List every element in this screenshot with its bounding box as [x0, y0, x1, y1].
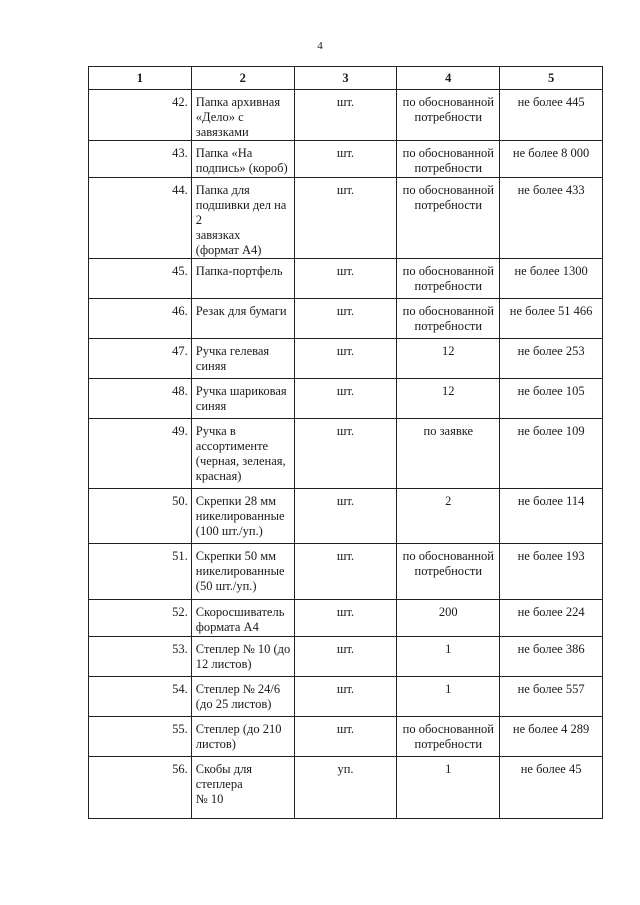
max-price-text: не более 433 [517, 183, 585, 197]
row-number-text: 55. [172, 722, 188, 736]
table-row [89, 379, 603, 419]
table-row [89, 637, 603, 677]
table-row [89, 419, 603, 489]
max-price [500, 339, 603, 379]
max-price [500, 90, 603, 141]
item-name [191, 178, 294, 259]
unit-text: шт. [336, 344, 355, 358]
item-name [191, 299, 294, 339]
max-price [500, 544, 603, 600]
row-number [89, 299, 192, 339]
max-price-text: не более 45 [520, 762, 582, 776]
max-price [500, 299, 603, 339]
row-number [89, 637, 192, 677]
table-row [89, 544, 603, 600]
row-number [89, 677, 192, 717]
row-number [89, 259, 192, 299]
quantity-text: 12 [442, 344, 455, 358]
row-number-text: 44. [172, 183, 188, 197]
row-number-text: 50. [172, 494, 188, 508]
row-number [89, 141, 192, 178]
column-header: 3 [294, 67, 397, 90]
quantity [397, 178, 500, 259]
max-price [500, 717, 603, 757]
column-header: 2 [191, 67, 294, 90]
max-price [500, 489, 603, 544]
unit-text: шт. [336, 549, 355, 563]
unit [294, 141, 397, 178]
item-name [191, 259, 294, 299]
quantity-text: 1 [445, 682, 452, 696]
item-name [191, 677, 294, 717]
unit-text: шт. [336, 424, 355, 438]
item-name [191, 637, 294, 677]
column-header: 5 [500, 67, 603, 90]
max-price [500, 259, 603, 299]
row-number-text: 49. [172, 424, 188, 438]
unit-text: шт. [336, 264, 355, 278]
max-price-text: не более 109 [517, 424, 585, 438]
unit [294, 419, 397, 489]
max-price-text: не более 114 [517, 494, 585, 508]
quantity [397, 757, 500, 819]
unit [294, 178, 397, 259]
quantity-text: по обоснованной потребности [402, 304, 494, 333]
row-number-text: 43. [172, 146, 188, 160]
row-number-text: 51. [172, 549, 188, 563]
quantity-text: по обоснованной потребности [402, 264, 494, 293]
unit [294, 677, 397, 717]
quantity-text: 1 [445, 762, 452, 776]
row-number [89, 379, 192, 419]
unit [294, 757, 397, 819]
max-price-text: не более 1300 [514, 264, 588, 278]
item-name [191, 489, 294, 544]
item-name [191, 544, 294, 600]
page-number: 4 [317, 40, 323, 52]
unit-text: шт. [336, 146, 355, 160]
row-number-text: 56. [172, 762, 188, 776]
item-name-text: Ручка гелевая синяя [195, 344, 270, 373]
row-number-text: 46. [172, 304, 188, 318]
quantity-text: 200 [438, 605, 458, 619]
max-price [500, 141, 603, 178]
max-price-text: не более 445 [517, 95, 585, 109]
unit-text: шт. [336, 682, 355, 696]
max-price-text: не более 105 [517, 384, 585, 398]
item-name [191, 339, 294, 379]
row-number-text: 45. [172, 264, 188, 278]
quantity-text: по обоснованной потребности [402, 95, 494, 124]
unit-text: уп. [337, 762, 354, 776]
item-name-text: Степлер (до 210 листов) [195, 722, 282, 751]
table-row [89, 141, 603, 178]
item-name-text: Резак для бумаги [195, 304, 287, 318]
max-price-text: не более 386 [517, 642, 585, 656]
max-price [500, 600, 603, 637]
row-number [89, 178, 192, 259]
quantity-text: по обоснованной потребности [402, 722, 494, 751]
row-number [89, 717, 192, 757]
item-name-text: Скоросшиватель формата А4 [195, 605, 285, 634]
row-number-text: 42. [172, 95, 188, 109]
item-name [191, 379, 294, 419]
table-row [89, 339, 603, 379]
max-price [500, 379, 603, 419]
row-number-text: 52. [172, 605, 188, 619]
quantity-text: по заявке [423, 424, 474, 438]
table-row [89, 90, 603, 141]
max-price-text: не более 253 [517, 344, 585, 358]
quantity [397, 489, 500, 544]
unit [294, 637, 397, 677]
quantity [397, 259, 500, 299]
quantity [397, 339, 500, 379]
item-name-text: Степлер № 24/6 (до 25 листов) [195, 682, 281, 711]
max-price [500, 677, 603, 717]
item-name [191, 717, 294, 757]
quantity [397, 299, 500, 339]
item-name [191, 141, 294, 178]
row-number [89, 419, 192, 489]
max-price [500, 178, 603, 259]
unit [294, 379, 397, 419]
item-name-text: Ручка в ассортименте (черная, зеленая, красная) [195, 424, 286, 483]
max-price-text: не более 4 289 [512, 722, 590, 736]
row-number-text: 48. [172, 384, 188, 398]
item-name-text: Скрепки 50 мм никелированные (50 шт./уп.) [195, 549, 285, 593]
unit [294, 90, 397, 141]
unit [294, 339, 397, 379]
item-name [191, 757, 294, 819]
table-row [89, 600, 603, 637]
row-number-text: 54. [172, 682, 188, 696]
table-row [89, 299, 603, 339]
max-price [500, 637, 603, 677]
table-row [89, 259, 603, 299]
row-number [89, 757, 192, 819]
unit [294, 717, 397, 757]
item-name-text: Папка-портфель [195, 264, 283, 278]
column-header: 4 [397, 67, 500, 90]
item-name-text: Ручка шариковая синяя [195, 384, 287, 413]
table-row [89, 677, 603, 717]
item-name-text: Папка «На подпись» (короб) [195, 146, 288, 175]
unit-text: шт. [336, 722, 355, 736]
item-name-text: Степлер № 10 (до 12 листов) [195, 642, 291, 671]
quantity-text: 1 [445, 642, 452, 656]
max-price-text: не более 8 000 [512, 146, 590, 160]
row-number [89, 339, 192, 379]
supplies-table [88, 66, 603, 819]
quantity-text: 2 [445, 494, 452, 508]
item-name-text: Папка архивная «Дело» с завязками [195, 95, 281, 139]
item-name [191, 90, 294, 141]
unit-text: шт. [336, 183, 355, 197]
table-header-row [89, 67, 603, 90]
item-name-text: Папка для подшивки дел на 2 завязках (формат А4) [195, 183, 287, 257]
row-number-text: 53. [172, 642, 188, 656]
quantity-text: по обоснованной потребности [402, 146, 494, 175]
unit [294, 489, 397, 544]
quantity-text: по обоснованной потребности [402, 183, 494, 212]
max-price-text: не более 224 [517, 605, 585, 619]
quantity [397, 677, 500, 717]
quantity [397, 637, 500, 677]
unit-text: шт. [336, 605, 355, 619]
quantity [397, 600, 500, 637]
table-row [89, 178, 603, 259]
quantity-text: 12 [442, 384, 455, 398]
max-price [500, 419, 603, 489]
unit-text: шт. [336, 494, 355, 508]
quantity [397, 141, 500, 178]
unit-text: шт. [336, 384, 355, 398]
max-price-text: не более 557 [517, 682, 585, 696]
row-number [89, 489, 192, 544]
table-row [89, 717, 603, 757]
column-header: 1 [89, 67, 192, 90]
unit [294, 259, 397, 299]
quantity [397, 717, 500, 757]
quantity [397, 544, 500, 600]
unit-text: шт. [336, 642, 355, 656]
row-number [89, 600, 192, 637]
item-name [191, 600, 294, 637]
row-number [89, 90, 192, 141]
table-row [89, 757, 603, 819]
quantity-text: по обоснованной потребности [402, 549, 494, 578]
row-number [89, 544, 192, 600]
max-price-text: не более 51 466 [509, 304, 593, 318]
unit-text: шт. [336, 95, 355, 109]
max-price [500, 757, 603, 819]
item-name-text: Скобы для степлера № 10 [195, 762, 253, 806]
max-price-text: не более 193 [517, 549, 585, 563]
quantity [397, 419, 500, 489]
item-name [191, 419, 294, 489]
item-name-text: Скрепки 28 мм никелированные (100 шт./уп.) [195, 494, 285, 538]
unit-text: шт. [336, 304, 355, 318]
quantity [397, 379, 500, 419]
unit [294, 299, 397, 339]
unit [294, 600, 397, 637]
quantity [397, 90, 500, 141]
unit [294, 544, 397, 600]
row-number-text: 47. [172, 344, 188, 358]
table-row [89, 489, 603, 544]
